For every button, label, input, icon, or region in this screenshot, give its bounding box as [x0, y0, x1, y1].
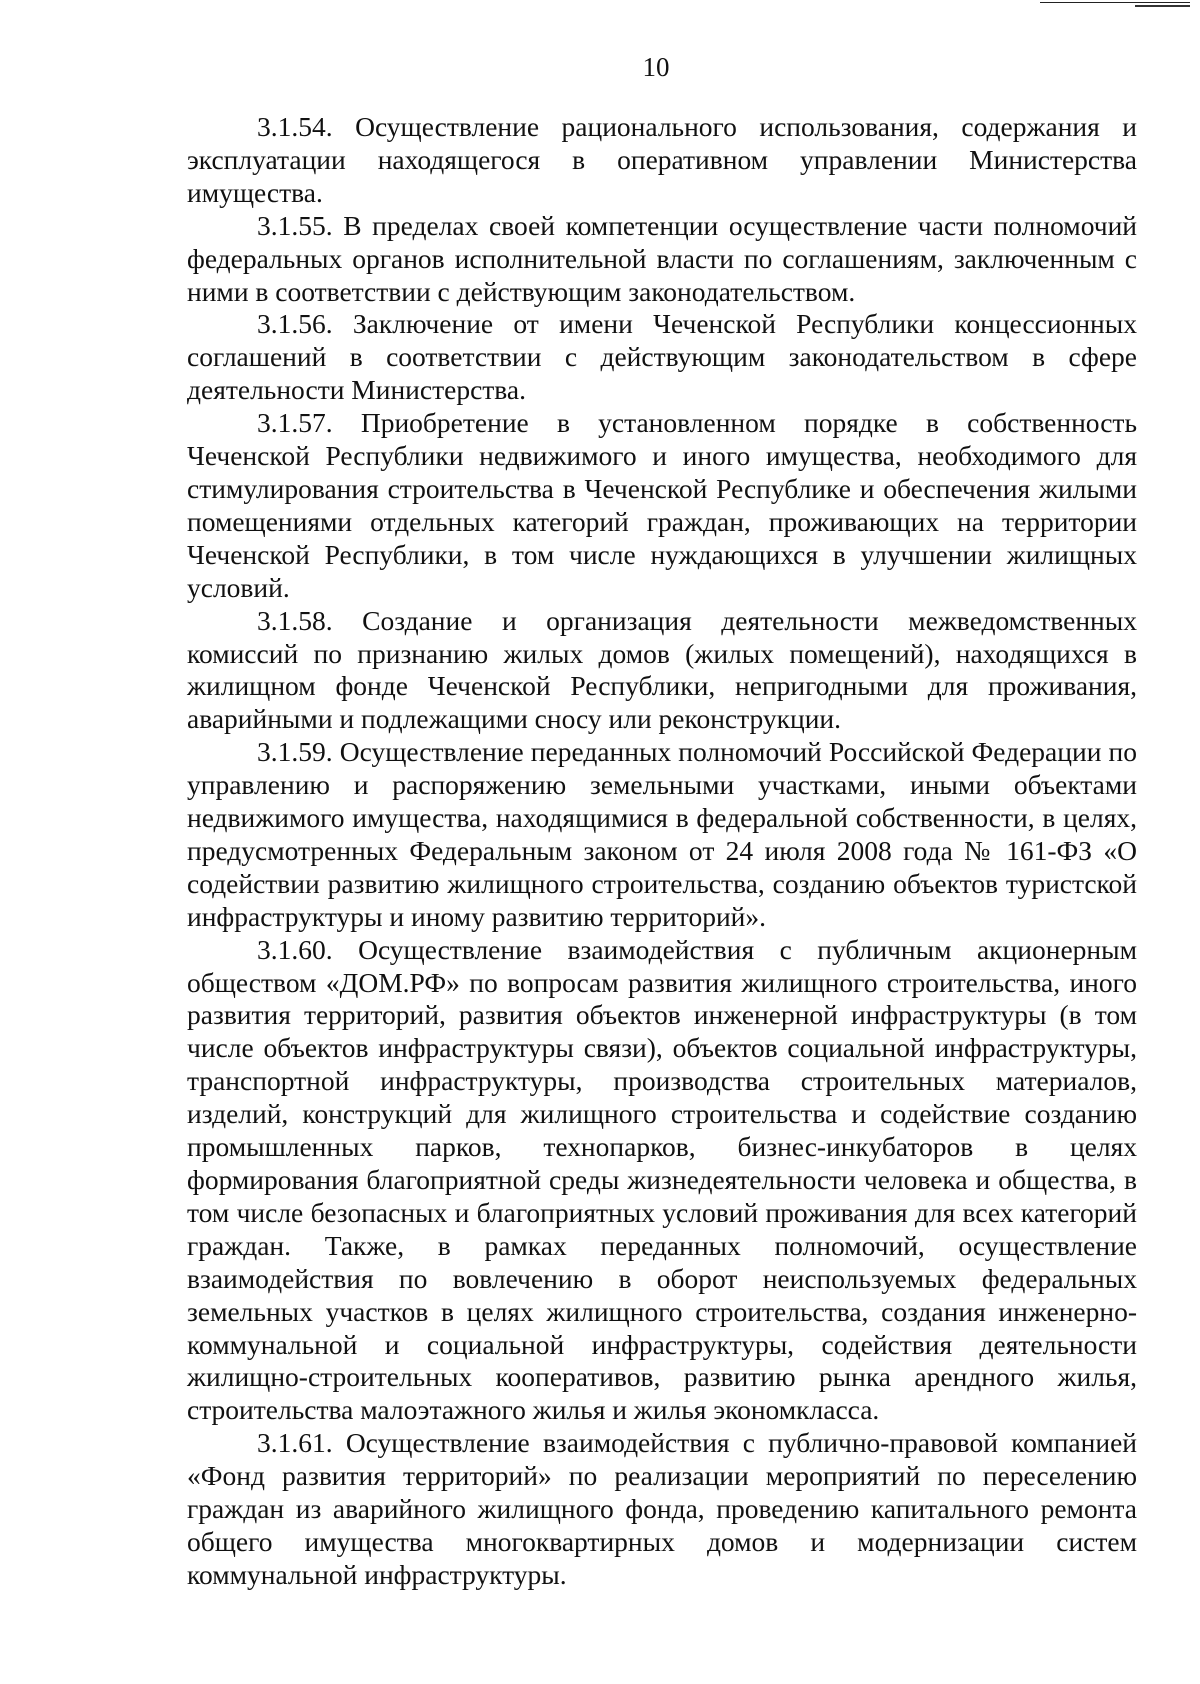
scan-edge-mark [1040, 0, 1190, 6]
paragraph-3-1-54: 3.1.54. Осуществление рационального использования, содержания и эксплуатации находящегося в оперативном управлении Министерства имущества. [187, 111, 1137, 208]
paragraph-3-1-60: 3.1.60. Осуществление взаимодействия с публичным акционерным обществом «ДОМ.РФ» по вопросам развития жилищного строительства, иного развития территорий, развития объектов инженерной инфраструктуры (в том числе объектов инфраструктуры связи), объектов социальной инфраструктуры, транспортной инфраструктуры, производства строительных материалов, изделий, конструкций для жилищного строительства и содействие созданию промышленных парков, технопарков, бизнес-инкубаторов в целях формирования благоприятной среды жизнедеятельности человека и общества, в том числе безопасных и благоприятных условий проживания для всех категорий граждан. Также, в рамках переданных полномочий, осуществление взаимодействия по вовлечению в оборот неиспользуемых федеральных земельных участков в целях жилищного строительства, создания инженерно-коммунальной и социальной инфраструктуры, содействия деятельности жилищно-строительных кооперативов, развитию рынка арендного жилья, строительства малоэтажного жилья и жилья экономкласса. [187, 933, 1137, 1426]
scan-edge-line [1040, 2, 1190, 3]
paragraph-3-1-58: 3.1.58. Создание и организация деятельности межведомственных комиссий по признанию жилых домов (жилых помещений), находящихся в жилищном фонде Чеченской Республики, непригодными для проживания, аварийными и подлежащими сносу или реконструкции. [187, 604, 1137, 735]
page-number: 10 [642, 52, 670, 82]
document-body [187, 111, 1137, 1592]
scan-edge-line [1135, 5, 1190, 7]
paragraph-3-1-57: 3.1.57. Приобретение в установленном порядке в собственность Чеченской Республики недвижимого и иного имущества, необходимого для стимулирования строительства в Чеченской Республике и обеспечения жилыми помещениями отдельных категорий граждан, проживающих на территории Чеченской Республики, в том числе нуждающихся в улучшении жилищных условий. [187, 407, 1137, 603]
paragraph-3-1-56: 3.1.56. Заключение от имени Чеченской Республики концессионных соглашений в соответствии с действующим законодательством в сфере деятельности Министерства. [187, 308, 1137, 406]
paragraph-3-1-59: 3.1.59. Осуществление переданных полномочий Российской Федерации по управлению и распоряжению земельными участками, иными объектами недвижимого имущества, находящимися в федеральной собственности, в целях, предусмотренных Федеральным законом от 24 июля 2008 года № 161-ФЗ «О содействии развитию жилищного строительства, созданию объектов туристской инфраструктуры и иному развитию территорий». [187, 736, 1137, 932]
paragraph-3-1-55: 3.1.55. В пределах своей компетенции осуществление части полномочий федеральных органов исполнительной власти по соглашениям, заключенным с ними в соответствии с действующим законодательством. [187, 209, 1137, 307]
paragraph-3-1-61: 3.1.61. Осуществление взаимодействия с публично-правовой компанией «Фонд развития территорий» по реализации мероприятий по переселению граждан из аварийного жилищного фонда, проведению капитального ремонта общего имущества многоквартирных домов и модернизации систем коммунальной инфраструктуры. [187, 1427, 1137, 1590]
